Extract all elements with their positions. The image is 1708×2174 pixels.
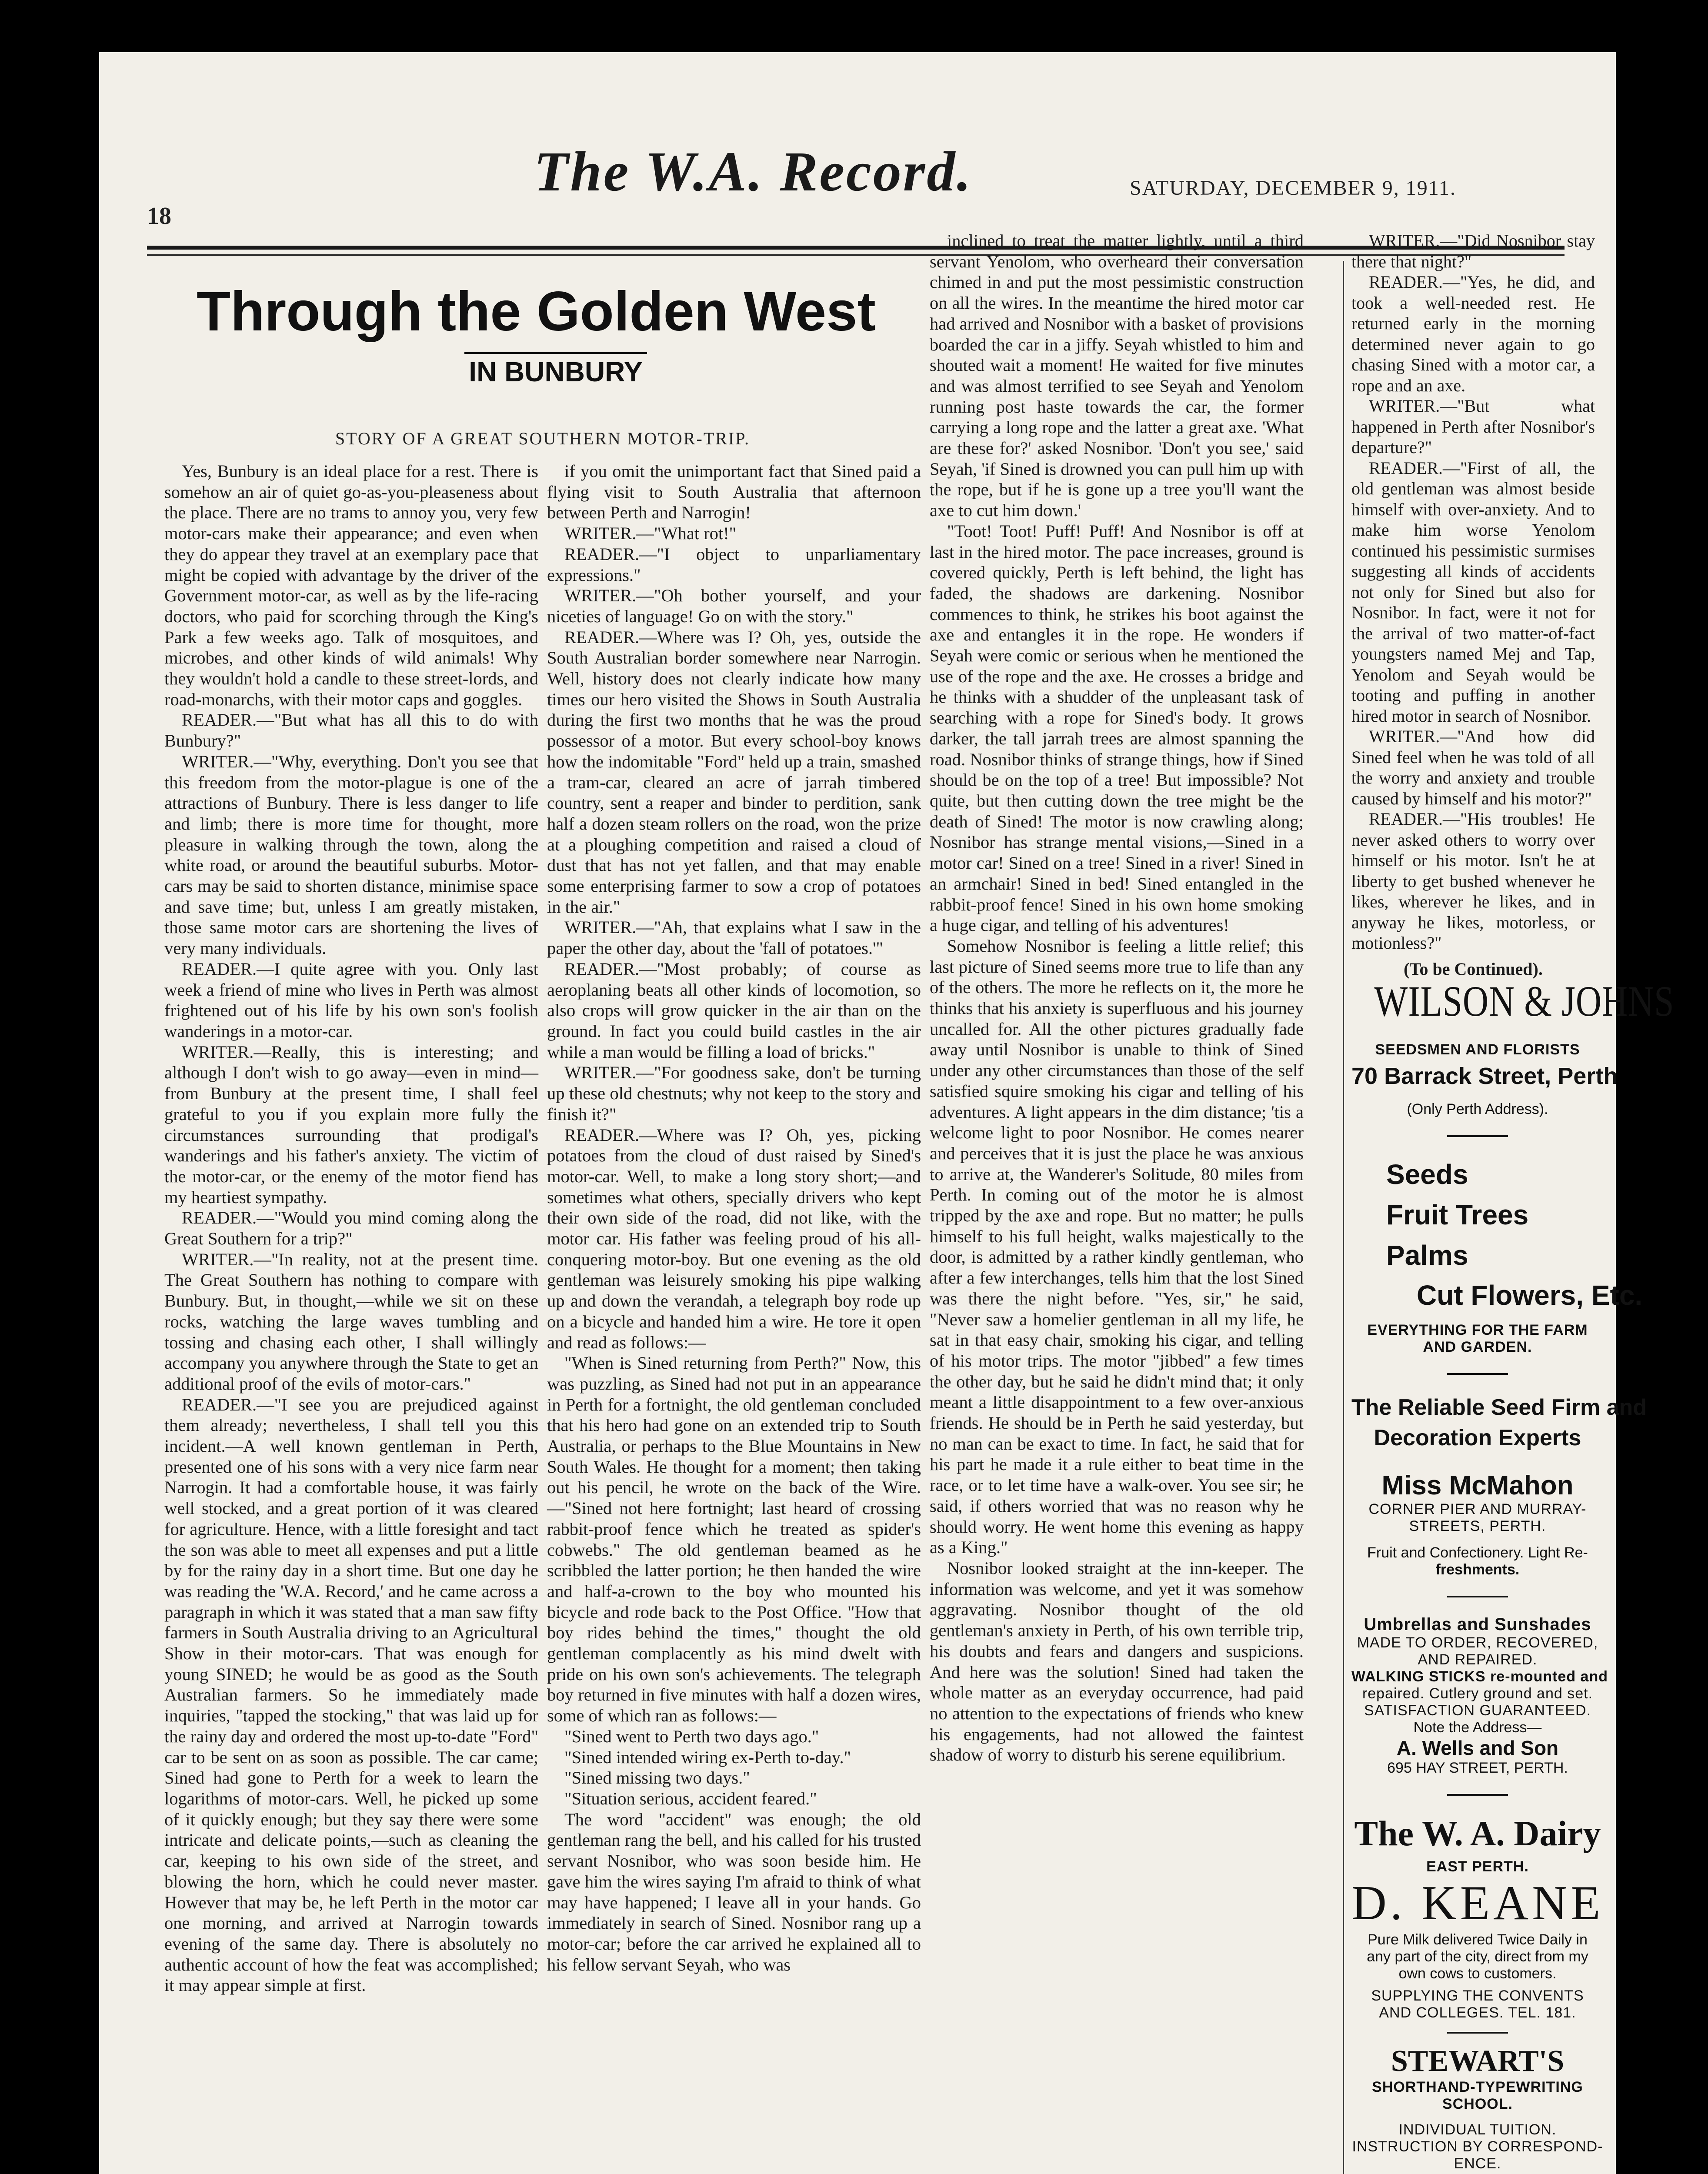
paragraph: if you omit the unimportant fact that Sined paid a flying visit to South Australia that afternoon between Perth and Narrogin! [547,461,921,523]
paragraph: READER.—I quite agree with you. Only last week a friend of mine who lives in Perth was almost frightened out of his life by his own son's foolish wanderings in a motor-car. [164,959,538,1041]
paragraph: inclined to treat the matter lightly, until a third servant Yenolom, who overheard their conversation chimed in and put the most pessimistic construction on all the wires. In the meantime the hired motor car had arrived and Nosnibor with a basket of provisions boarded the car in a jiffy. Seyah whistled to him and shouted wait a moment! He waited for five minutes and was almost terrified to see Seyah and Yenolom running post haste towards the car, the former carrying a long rope and the latter a great axe. 'What are these for?' asked Nosnibor. 'Don't you see,' said Seyah, 'if Sined is drowned you can pull him up with the rope, but if he is gone up a tree you'll want the axe to cut him down.' [930,231,1304,520]
ad-item: Fruit Trees [1386,1199,1529,1230]
article-column-3 [930,230,1304,2174]
paragraph: WRITER.—"In reality, not at the present time. The Great Southern has nothing to compare with Bunbury. But, in thought,—while we sit on these rocks, watching the large waves tumbling and tossing and chasing each other, I shall willingly accompany you anywhere through the State to get an additional proof of the evils of motor-cars." [164,1249,538,1394]
article-column-1 [164,461,538,2174]
page-number: 18 [147,203,171,230]
paragraph: "Situation serious, accident feared." [564,1789,817,1808]
ad-line: ENCE. [1454,2155,1501,2172]
ad-item: Seeds [1386,1159,1468,1190]
ad-line: SHORTHAND-TYPEWRITING [1372,2078,1583,2095]
paragraph: Nosnibor looked straight at the inn-keeper. The information was welcome, and yet it was somehow aggravating. Nosnibor thought of the old gentleman's anxiety in Perth, of his own terrible trip, his doubts and fears and dangers and suspicions. And here was the solution! Sined had taken the whole matter as an everyday occurrence, had paid no attention to the expectations of friends who knew his engagements, had not allowed the faintest shadow of worry to disturb his serene equilibrium. [930,1558,1304,1765]
paragraph: WRITER.—"Why, everything. Don't you see that this freedom from the motor-plague is one of the attractions of Bunbury. There is less danger to life and limb; there is more time for thought, more pleasure in walking through the town, along the white road, or around the beautiful suburbs. Motor-cars may be said to shorten distance, minimise space and save time; but, unless I am greatly mistaken, those same motor cars are shortening the lives of very many individuals. [164,751,538,958]
ad-title: STEWART'S [1391,2044,1565,2078]
ad-slogan: The Reliable Seed Firm and [1351,1395,1647,1420]
ad-divider [1447,1135,1508,1137]
paragraph: "Sined intended wiring ex-Perth to-day." [564,1747,851,1767]
ad-address: 695 HAY STREET, PERTH. [1387,1759,1568,1776]
ad-divider [1447,2032,1508,2034]
ad-title: A. Wells and Son [1396,1736,1559,1759]
ad-line: own cows to customers. [1398,1965,1557,1982]
ad-note: (Only Perth Address). [1407,1101,1548,1117]
ad-line: Fruit and Confectionery. Light Re- [1367,1544,1588,1561]
ad-line: freshments. [1435,1561,1520,1578]
ad-line: EAST PERTH. [1426,1858,1529,1875]
paragraph: WRITER.—"Ah, that explains what I saw in the paper the other day, about the 'fall of potatoes.'" [547,917,921,958]
ad-line: MADE TO ORDER, RECOVERED, [1357,1634,1598,1651]
paragraph: WRITER.—"And how did Sined feel when he was told of all the worry and anxiety and trouble caused by himself and his motor?" [1351,727,1595,808]
ad-line: SEEDSMEN AND FLORISTS [1375,1041,1580,1058]
paragraph: WRITER.—"For goodness sake, don't be turning up these old chestnuts; why not keep to the story and finish it?" [547,1063,921,1124]
ad-line: any part of the city, direct from my [1367,1948,1588,1965]
paragraph: READER.—Where was I? Oh, yes, picking potatoes from the cloud of dust raised by Sined's motor-car. Well, to make a long story short;—and sometimes what others, specially drivers who kept their own side of the road, did not like, with the motor car. His father was feeling proud of his all-conquering motor-boy. But one evening as the old gentleman was leisurely smoking his pipe walking up and down the verandah, a telegraph boy rode up on a bicycle and handed him a wire. He tore it open and read as follows:— [547,1125,921,1352]
paragraph: WRITER.—Really, this is interesting; and although I don't wish to go away—even in mind—from Bunbury at the present time, I shall feel grateful to you if you explain more fully the circumstances surrounding that prodigal's wanderings and his father's anxiety. The victim of the motor-car, or the enemy of the motor fiend has my heartiest sympathy. [164,1042,538,1207]
ad-wilson-johns [1351,977,1675,1454]
ad-item: Palms [1386,1239,1468,1271]
paragraph: WRITER.—"But what happened in Perth after Nosnibor's departure?" [1351,396,1595,457]
ad-title: Miss McMahon [1381,1470,1574,1500]
ad-divider [1447,1794,1508,1796]
ad-line: EVERYTHING FOR THE FARM [1367,1322,1588,1339]
continued-note: (To be Continued). [1404,959,1543,979]
paragraph: WRITER.—"Did Nosnibor stay there that night?" [1351,231,1595,271]
ad-line: WALKING STICKS re-mounted and [1351,1668,1608,1685]
dateline: SATURDAY, DECEMBER 9, 1911. [1130,177,1457,200]
ad-address: 70 Barrack Street, Perth [1351,1063,1618,1089]
paragraph: WRITER.—"Oh bother yourself, and your niceties of language! Go on with the story." [547,586,921,626]
article-headline: Through the Golden West [197,280,876,343]
ad-line: Pure Milk delivered Twice Daily in [1368,1931,1588,1948]
ad-line: INDIVIDUAL TUITION. [1398,2121,1557,2138]
paragraph: READER.—"I object to unparliamentary expressions." [547,544,921,585]
paragraph: "Toot! Toot! Puff! Puff! And Nosnibor is off at last in the hired motor. The pace increases, ground is covered quickly, Perth is left behind, the light has faded, the shadows are darkening. Nosnibor commences to think, he strikes his boot against the axe and entangles it in the rope. He wonders if Seyah were comic or serious when he mentioned the use of the rope and the axe. He crosses a bridge and he thinks with a shudder of the unpleasant task of searching with a rope for Sined's body. It grows darker, the tall jarrah trees are almost spanning the road. Nosnibor thinks of strange things, how if Sined should be on the top of a tree! But impossible? Not quite, but then cutting down the tree might be the death of Sined! The motor is now crawling along; Nosnibor has strange mental visions,—Sined in a motor car! Sined on a tree! Sined in a river! Sined in an armchair! Sined in bed! Sined entangled in the rabbit-proof fence! Sined in his own home smoking a huge cigar, and telling of his adventures! [930,521,1304,935]
paragraph: "Sined missing two days." [564,1768,750,1788]
paragraph: READER.—"I see you are prejudiced against them already; nevertheless, I shall tell you this incident.—A well known gentleman in Perth, presented one of his sons with a very nice farm near Narrogin. It had a comfortable house, it was fairly well stocked, and a great portion of it was cleared for agriculture. Hence, with a little foresight and tact the son was able to meet all expenses and put a little by for the rainy day in a short time. But one day he was reading the 'W.A. Record,' and he came across a paragraph in which it was stated that a man saw fifty farmers in South Australia driving to an Agricultural Show in their motor-cars. That was enough for young SINED; he would be as good as the South Australian farmers. So he immediately made inquiries, "tapped the stocking," that was laid up for the rainy day and ordered the most up-to-date "Ford" car to be sent on as soon as possible. The car came; Sined had gone to Perth for a week to learn the logarithms of motor-cars. Well, he picked up some of it quickly enough; but they say there were some intricate and delicate points,—such as cleaning the car, keeping to his own side of the street, and blowing the horn, which he could never master. However that may be, he left Perth in the motor car one morning, and arrived at Narrogin towards evening of the same day. There is absolutely no authentic account of how the feat was accomplished; it may appear simple at first. [164,1394,538,1995]
ad-divider [1447,1596,1508,1597]
newspaper-page [99,52,1675,2174]
ad-line: Umbrellas and Sunshades [1364,1614,1591,1634]
masthead: The W.A. Record. [534,140,973,203]
ad-item: Cut Flowers, Etc. [1417,1280,1643,1311]
ad-line: CORNER PIER AND MURRAY- [1368,1500,1587,1517]
paragraph: READER.—"First of all, the old gentleman was almost beside himself with over-anxiety. And to make him worse Yenolom continued his pessimistic surmises suggesting all kinds of accidents not only for Sined but also for Nosnibor. In fact, were it not for the arrival of two matter-of-fact youngsters named Mej and Tap, Yenolom and Seyah would be tooting and puffing in another hired motor in search of Nosnibor. [1351,458,1595,726]
ad-title: The W. A. Dairy [1354,1813,1601,1853]
paragraph: WRITER.—"What rot!" [564,523,737,544]
article-subhead: IN BUNBURY [464,352,647,388]
paragraph: The word "accident" was enough; the old gentleman rang the bell, and his called for his trusted servant Nosnibor, who was soon beside him. He gave him the wires saying I'm afraid to think of what may have happened; I leave all in your hands. Go immediately in search of Sined. Nosnibor rang up a motor-car; before the car arrived he explained all to his fellow servant Seyah, who was [547,1809,921,1974]
ad-line: SATISFACTION GUARANTEED. [1364,1702,1591,1719]
ad-line: STREETS, PERTH. [1409,1517,1546,1534]
column-rule [1343,261,1344,2174]
paragraph: "When is Sined returning from Perth?" Now, this was puzzling, as Sined had not put in an appearance in Perth for a fortnight, the old gentleman concluded that his hero had gone on an extended trip to South Australia, or perhaps to the Blue Mountains in New South Wales. He thought for a moment; then taking out his pencil, he wrote on the back of the Wire.—"Sined not here fortnight; last heard of crossing rabbit-proof fence which he treated as spider's cobwebs." The old gentleman beamed as he scribbled the latter portion; he then handed the wire and half-a-crown to the boy who mounted his bicycle and rode back to the Post Office. "How that boy rides behind the times," thought the old gentleman complacently as his mind dwelt with pride on his own son's achievements. The telegraph boy returned in five minutes with half a dozen wires, some of which ran as follows:— [547,1353,921,1726]
paragraph: READER.—"Would you mind coming along the Great Southern for a trip?" [164,1208,538,1249]
ad-owner: D. KEANE [1351,1876,1604,1930]
ad-line: repaired. Cutlery ground and set. [1362,1685,1593,1702]
ad-line: AND COLLEGES. TEL. 181. [1379,2004,1576,2021]
article-intro: STORY OF A GREAT SOUTHERN MOTOR-TRIP. [335,429,751,448]
paragraph: Yes, Bunbury is an ideal place for a rest. There is somehow an air of quiet go-as-you-pleaseness about the place. There are no trams to annoy you, very few motor-cars make their appearance; and even when they do appear they travel at an exemplary pace that might be copied with advantage by the driver of the Government motor-car, as well as by the life-racing doctors, who paid for scorching through the King's Park a few weeks ago. Talk of mosquitoes, and microbes, and other kinds of wild animals! Why they wouldn't hold a candle to these street-lords, and road-monarchs, with their motor caps and goggles. [164,461,538,709]
ad-slogan: Decoration Experts [1374,1425,1581,1451]
ad-line: Note the Address— [1413,1719,1542,1736]
paragraph: READER.—Where was I? Oh, yes, outside the South Australian border somewhere near Narrogin. Well, history does not clearly indicate how many times our hero visited the Shows in South Australia during the first two months that he was the proud possessor of a motor. But every school-boy knows how the indomitable "Ford" held up a train, smashed a tram-car, cleared an acre of jarrah timbered country, sent a reaper and binder to perdition, sank half a dozen steam rollers on the road, won the prize at a ploughing competition and raised a cloud of dust that has not yet fallen, and that may enable some enterprising farmer to sow a crop of potatoes in the air." [547,627,921,917]
ad-line: SUPPLYING THE CONVENTS [1371,1987,1584,2004]
article-column-2 [547,461,921,2174]
ad-line: INSTRUCTION BY CORRESPOND- [1352,2138,1603,2155]
ad-line: SCHOOL. [1442,2095,1513,2112]
paragraph: READER.—"His troubles! He never asked others to worry over himself or his motor. Isn't he at liberty to get bushed whenever he likes, wherever he likes, and in anyway he likes, motorless, or motionless?" [1351,809,1595,953]
paragraph: Somehow Nosnibor is feeling a little relief; this last picture of Sined seems more true to life than any of the others. The more he reflects on it, the more he thinks that his anxiety is superfluous and his journey uncalled for. All the other pictures gradually fade away until Nosnibor is unable to think of Sined under any other circumstances than those of the self satisfied squire smoking his cigar and telling of his adventures. A light appears in the dim distance; 'tis a welcome light to poor Nosnibor. He comes nearer and perceives that it is just the place he was anxious to arrive at, the Wanderer's Solitude, 80 miles from Perth. In coming out of the motor he is almost tripped by the axe and rope. But no matter; he pulls himself to his full height, walks majestically to the door, is admitted by a rather kindly gentleman, who after a few interchanges, tells him that the lost Sined was there the night before. "Yes, sir," he said, "Never saw a homelier gentleman in all my life, he sat in that easy chair, smoking his cigar, and telling of his motor trips. The motor "jibbed" a few times the other day, but he said he didn't mind that; it only meant a little disappointment to a few over-anxious friends. He should be in Perth he said yesterday, but no man can be exact to time. In fact, he said that for his part he made it a rule either to beat time in the race, or to let time have a walk-over. You see sir; he said, if others worried that was no reason why he should worry. He went home this evening as happy as a King." [930,936,1304,1557]
ad-wells [1351,1614,1608,1777]
ad-divider [1447,1373,1508,1375]
ad-line: AND REPAIRED. [1418,1651,1538,1668]
ad-stewarts [1351,2044,1604,2174]
paragraph: READER.—"Most probably; of course as aeroplaning beats all other kinds of locomotion, so also crops will grow quicker in the air than on the ground. In fact you could build castles in the air while a man would be filling a load of bricks." [547,959,921,1062]
article-column-4 [1351,230,1595,979]
paragraph: READER.—"Yes, he did, and took a well-needed rest. He returned early in the morning determined never again to go chasing Sined with a motor car, a rope and an axe. [1351,272,1595,395]
advertisements-column [1351,977,1675,2174]
ad-mcmahon [1351,1470,1604,1578]
paragraph: "Sined went to Perth two days ago." [564,1726,819,1746]
paragraph: READER.—"But what has all this to do with Bunbury?" [164,710,538,751]
ad-wa-dairy [1351,1813,1604,2021]
ad-line: AND GARDEN. [1423,1339,1532,1356]
ad-title: WILSON & JOHNS [1374,977,1675,1025]
